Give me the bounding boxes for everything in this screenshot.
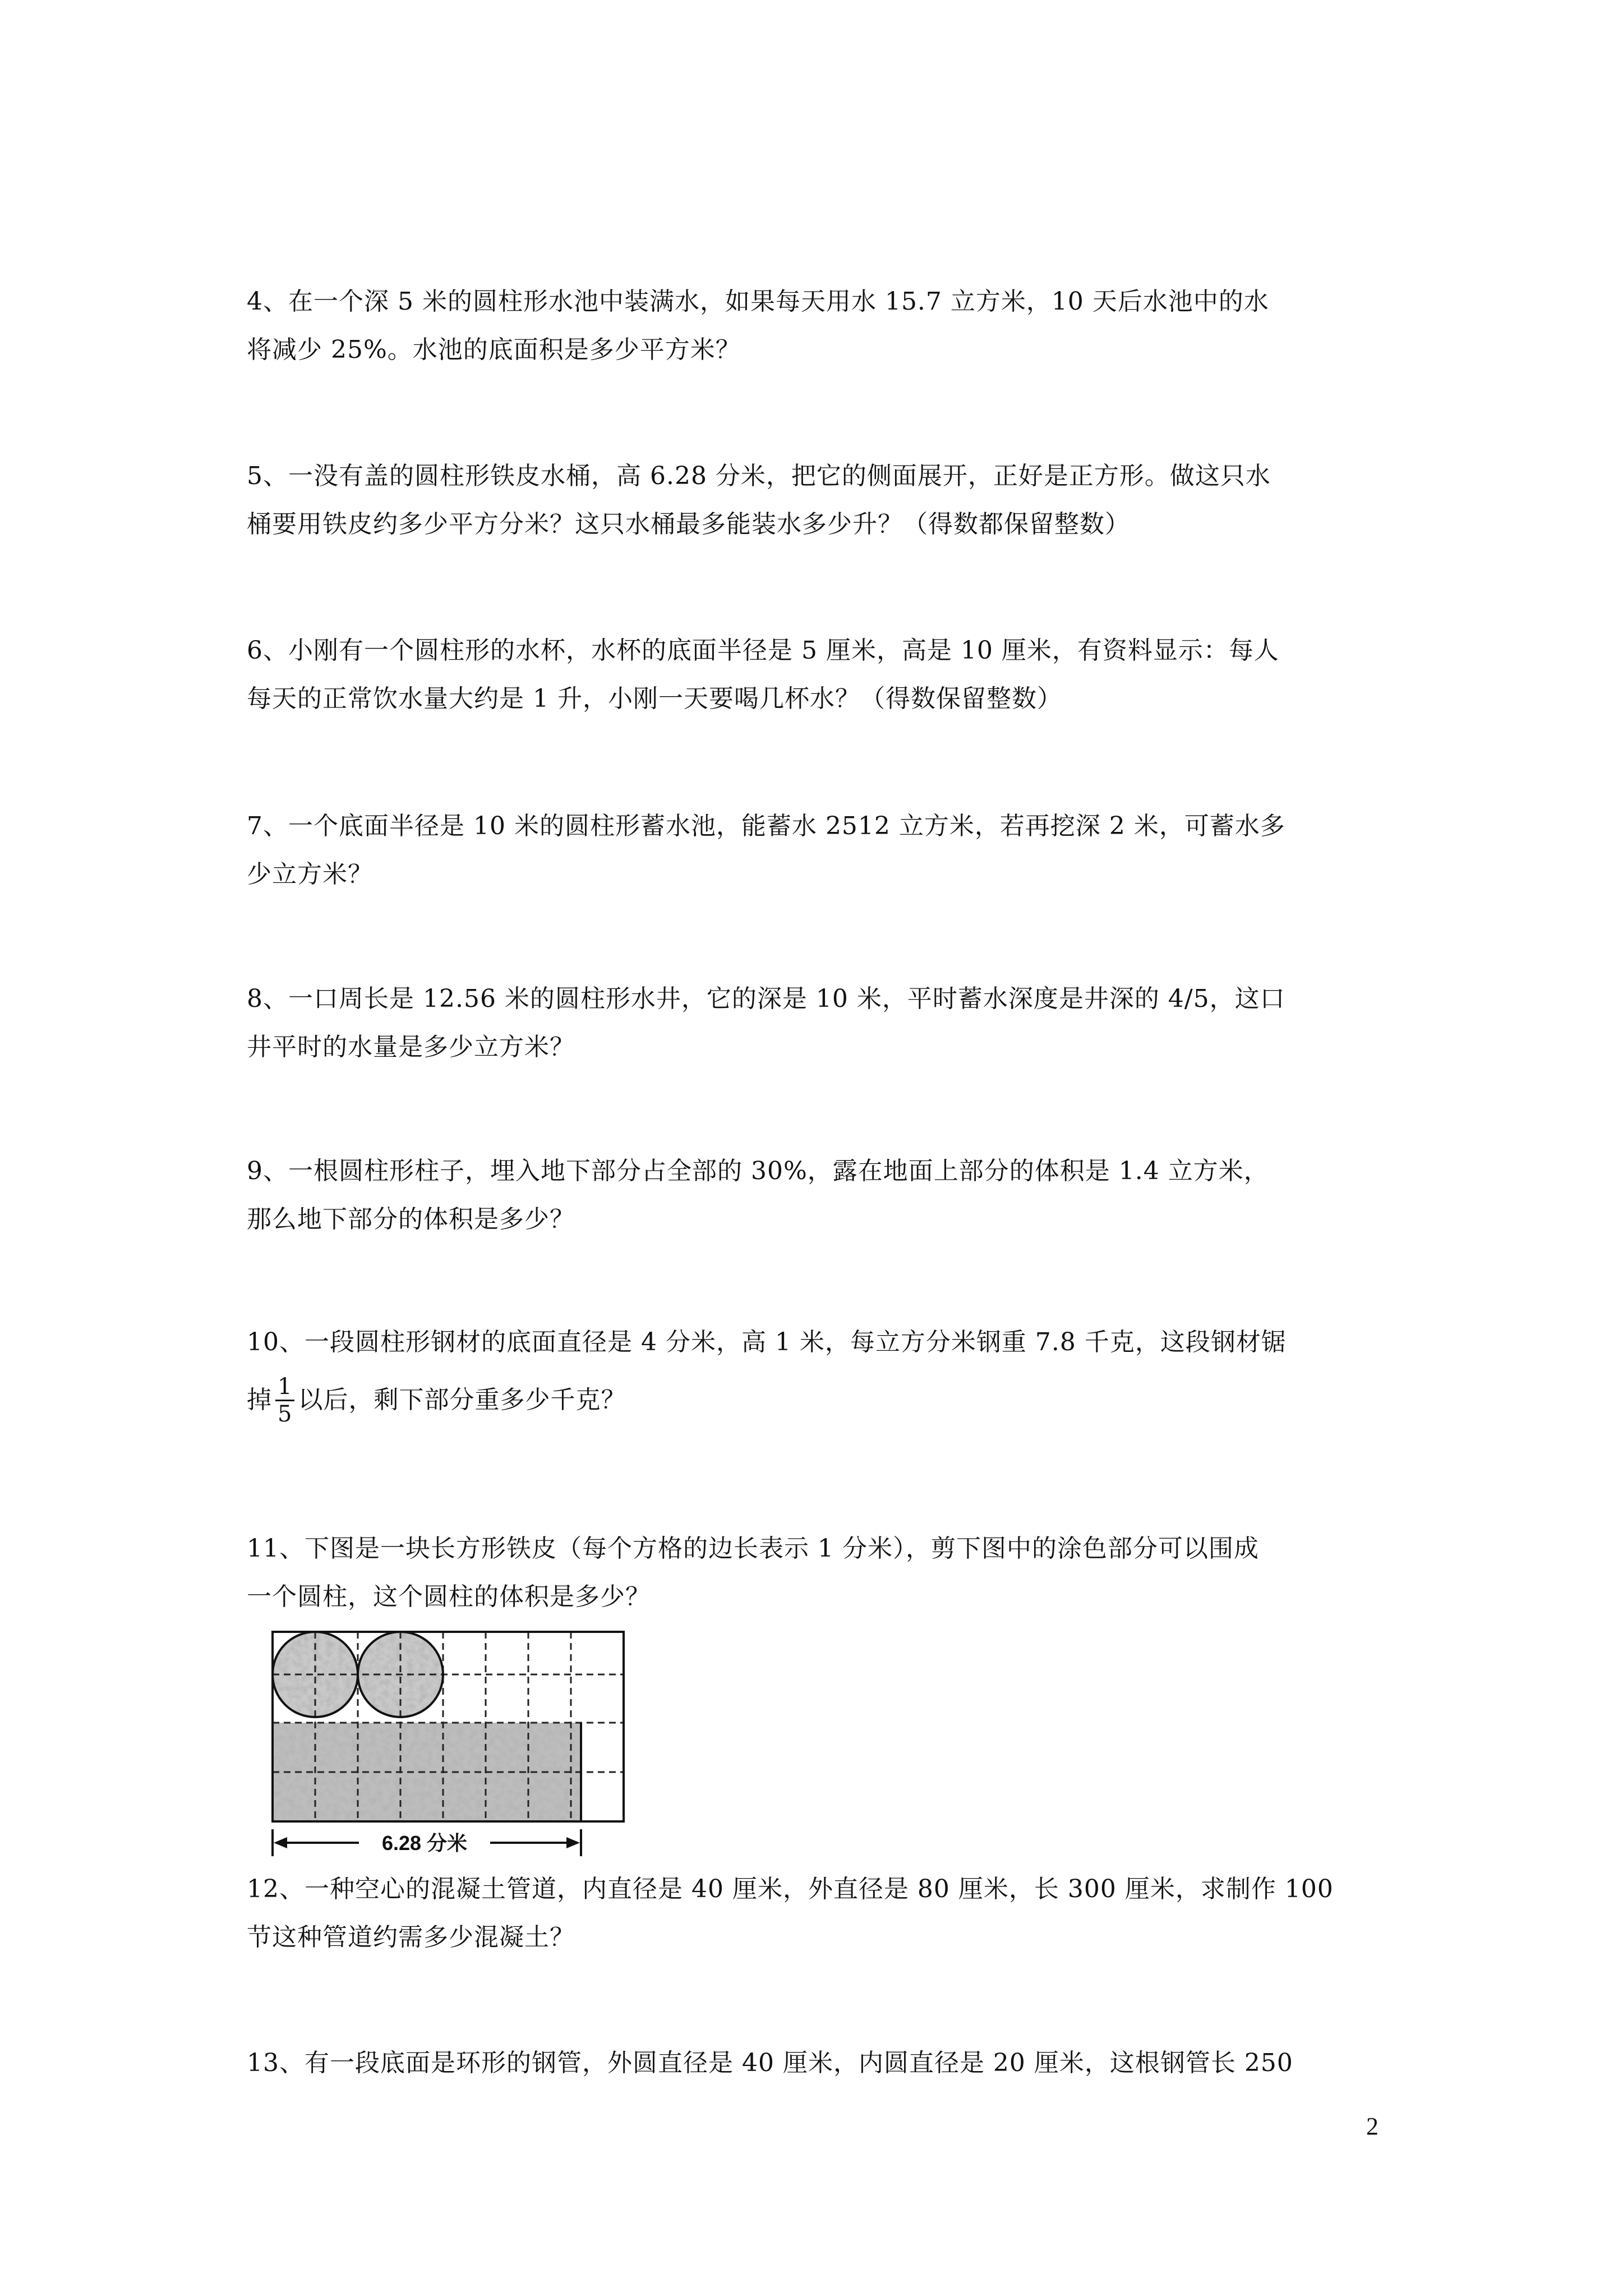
fraction-numerator: 1 — [275, 1374, 294, 1401]
problem-10 — [247, 1318, 1385, 1434]
dimension-label: 6.28 分米 — [381, 1832, 468, 1855]
problem-13 — [247, 2039, 1385, 2087]
problem-9-line-2: 那么地下部分的体积是多少？ — [247, 1205, 575, 1234]
problem-4 — [247, 278, 1385, 374]
problem-10-line-2-before: 掉 — [247, 1386, 272, 1414]
problem-13-line-1: 13、有一段底面是环形的钢管，外圆直径是 40 厘米，内圆直径是 20 厘米，这根钢管长 250 — [247, 2049, 1293, 2077]
problem-6 — [247, 627, 1385, 723]
problem-6-line-1: 6、小刚有一个圆柱形的水杯，水杯的底面半径是 5 厘米，高是 10 厘米，有资料显示：每人 — [247, 636, 1279, 665]
problem-12-line-1: 12、一种空心的混凝土管道，内直径是 40 厘米，外直径是 80 厘米，长 300 厘米，求制作 100 — [247, 1875, 1334, 1903]
dimension-line — [273, 1829, 581, 1856]
problem-11-line-1: 11、下图是一块长方形铁皮（每个方格的边长表示 1 分米），剪下图中的涂色部分可以围成 — [247, 1534, 1259, 1563]
problem-8-line-2: 井平时的水量是多少立方米？ — [247, 1033, 575, 1061]
fraction-one-fifth — [275, 1374, 294, 1427]
problem-7-line-1: 7、一个底面半径是 10 米的圆柱形蓄水池，能蓄水 2512 立方米，若再挖深 2 米，可蓄水多 — [247, 812, 1285, 840]
problem-9 — [247, 1147, 1385, 1244]
problem-4-line-2: 将减少 25%。水池的底面积是多少平方米？ — [247, 335, 741, 364]
problem-11 — [247, 1525, 1385, 1621]
problem-5 — [247, 452, 1385, 549]
problem-4-line-1: 4、在一个深 5 米的圆柱形水池中装满水，如果每天用水 15.7 立方米，10 天后水池中的水 — [247, 287, 1269, 316]
problem-12-line-2: 节这种管道约需多少混凝土？ — [247, 1923, 575, 1952]
problem-7 — [247, 802, 1385, 899]
problem-5-line-2: 桶要用铁皮约多少平方分米？这只水桶最多能装水多少升？（得数都保留整数） — [247, 510, 1130, 539]
page-number: 2 — [1366, 2113, 1378, 2140]
problem-10-line-1: 10、一段圆柱形钢材的底面直径是 4 分米，高 1 米，每立方分米钢重 7.8 千克，这段钢材锯 — [247, 1328, 1287, 1356]
sheet-metal-diagram — [270, 1630, 629, 1865]
problem-8 — [247, 975, 1385, 1071]
problem-6-line-2: 每天的正常饮水量大约是 1 升，小刚一天要喝几杯水？（得数保留整数） — [247, 684, 1062, 713]
problem-8-line-1: 8、一口周长是 12.56 米的圆柱形水井，它的深是 10 米，平时蓄水深度是井深的 4/5，这口 — [247, 984, 1285, 1013]
fraction-denominator: 5 — [278, 1401, 293, 1427]
arrow-right-icon — [566, 1837, 580, 1848]
sheet-metal-figure — [270, 1630, 629, 1865]
problem-5-line-1: 5、一没有盖的圆柱形铁皮水桶，高 6.28 分米，把它的侧面展开，正好是正方形。做这只水 — [247, 462, 1271, 490]
problem-10-line-2 — [247, 1366, 1385, 1434]
arrow-left-icon — [274, 1837, 287, 1848]
problem-10-line-2-after: 以后，剩下部分重多少千克？ — [298, 1386, 626, 1414]
problem-11-line-2: 一个圆柱，这个圆柱的体积是多少？ — [247, 1582, 651, 1611]
problem-9-line-1: 9、一根圆柱形柱子，埋入地下部分占全部的 30%，露在地面上部分的体积是 1.4 立方米， — [247, 1157, 1269, 1185]
problem-7-line-2: 少立方米？ — [247, 860, 373, 889]
problem-12 — [247, 1865, 1385, 1962]
